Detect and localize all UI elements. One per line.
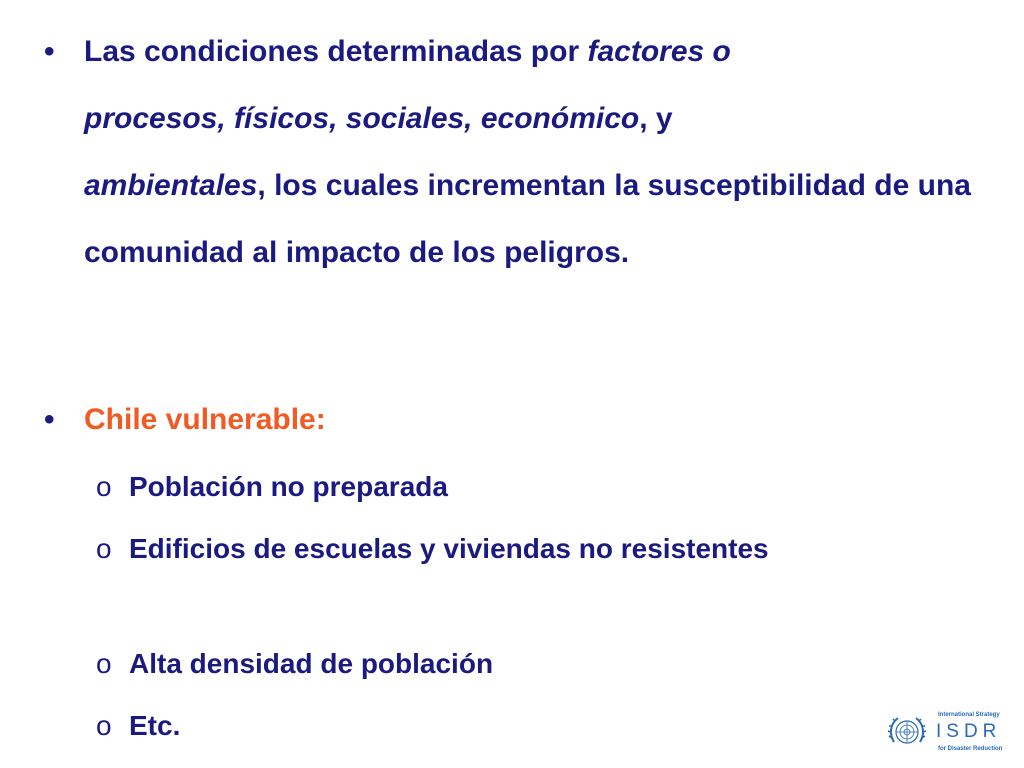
sub-item <box>96 697 976 754</box>
bullet-chile-vulnerable <box>44 396 974 444</box>
sub-marker: o <box>96 533 112 564</box>
sub-marker: o <box>96 471 112 502</box>
sub-item-text: Etc. <box>129 710 181 741</box>
bullet-text <box>84 18 974 286</box>
emphasis-factores: factores o <box>587 35 731 68</box>
emphasis-procesos: procesos, físicos, sociales, económico <box>84 102 640 135</box>
bullet-marker: • <box>44 403 55 436</box>
logo-line1: International Strategy <box>938 712 1000 718</box>
sub-item <box>96 635 976 692</box>
bullet-vulnerability-definition <box>44 18 974 286</box>
bullet-marker: • <box>44 35 55 68</box>
text-segment: , los cuales incrementan la susceptibilidad de una comunidad al impacto de los peligros. <box>84 169 971 269</box>
sub-item <box>96 520 976 577</box>
logo-line2: for Disaster Reduction <box>938 746 1003 752</box>
text-segment: Las condiciones determinadas por <box>84 35 588 68</box>
sub-marker: o <box>96 710 112 741</box>
sub-item-text: Alta densidad de población <box>129 648 494 679</box>
un-emblem-icon <box>886 712 928 752</box>
isdr-logo <box>886 710 1010 754</box>
sub-marker: o <box>96 648 112 679</box>
chile-heading: Chile vulnerable: <box>84 403 326 436</box>
emphasis-ambientales: ambientales <box>84 169 258 202</box>
sub-item <box>96 458 976 515</box>
text-segment: , y <box>639 102 673 135</box>
sub-item-text: Población no preparada <box>129 471 448 502</box>
sub-item-text: Edificios de escuelas y viviendas no resistentes <box>129 533 769 564</box>
logo-acronym: ISDR <box>936 721 1002 742</box>
